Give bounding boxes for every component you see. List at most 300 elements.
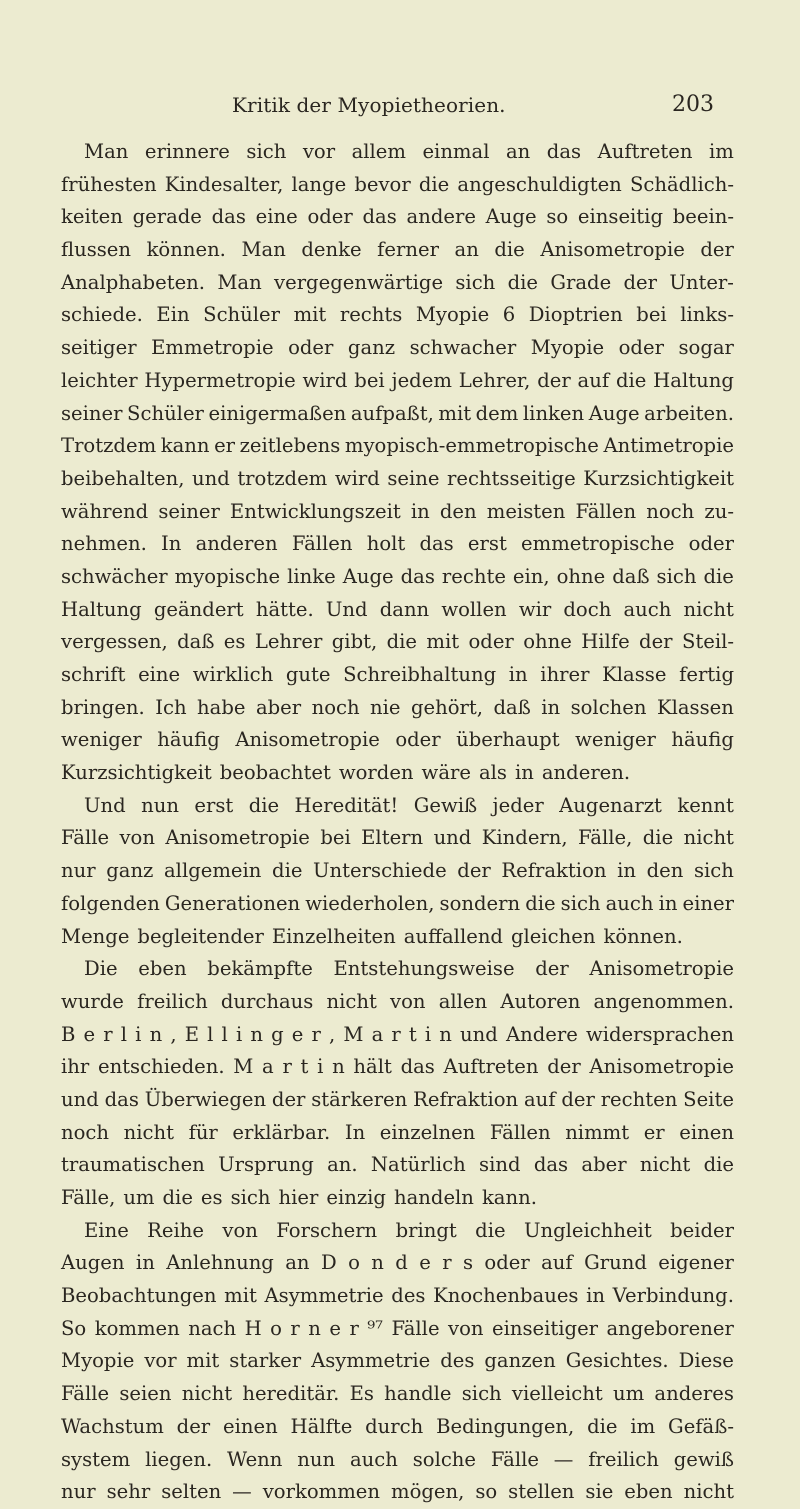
- word: oder: [484, 1251, 530, 1275]
- word: Refraktion: [501, 859, 607, 883]
- word: wirklich: [192, 663, 274, 686]
- word: handeln: [393, 1186, 474, 1209]
- word: e: [291, 1022, 304, 1046]
- word: r: [442, 1251, 452, 1275]
- word: emmetropische: [521, 532, 675, 556]
- word: weniger: [575, 728, 656, 752]
- text-line: [61, 1117, 734, 1150]
- word: Fälle,: [61, 1186, 116, 1209]
- word: an: [285, 1251, 310, 1275]
- word: ohne: [556, 564, 606, 588]
- word: lange: [291, 172, 347, 196]
- word: sich: [656, 564, 697, 588]
- text-line: [61, 430, 734, 463]
- word: Asymmetrie: [264, 1284, 384, 1308]
- word: Fälle,: [578, 826, 633, 850]
- text-line: [61, 1215, 734, 1248]
- word: weniger: [61, 728, 142, 752]
- word: so: [546, 205, 569, 229]
- word: stellen: [508, 1480, 575, 1504]
- word: der: [639, 630, 673, 654]
- word: mit: [293, 303, 327, 327]
- text-line: [61, 986, 734, 1019]
- word: die: [248, 793, 280, 817]
- word: keiten: [61, 205, 123, 229]
- word: der: [547, 1055, 581, 1079]
- word: mit: [186, 1349, 220, 1373]
- word: sich: [461, 1382, 502, 1406]
- word: die: [386, 630, 418, 654]
- word: Wenn: [227, 1447, 283, 1471]
- word: meisten: [486, 499, 566, 523]
- word: dem: [475, 401, 519, 425]
- text-line: [61, 234, 734, 267]
- word: solche: [412, 1447, 477, 1471]
- word: vor: [144, 1349, 177, 1373]
- word: wiederholen,: [305, 891, 435, 915]
- word: sie: [585, 1480, 614, 1504]
- word: können.: [603, 924, 683, 948]
- word: r: [311, 1022, 321, 1046]
- word: häufig: [671, 728, 734, 752]
- word: gerade: [132, 205, 202, 229]
- word: beobachtet: [219, 761, 331, 785]
- word: Schüler: [127, 401, 204, 425]
- word: der: [535, 957, 569, 981]
- text-line: [61, 1084, 734, 1117]
- word: arbeiten.: [644, 401, 734, 425]
- word: freilich: [588, 1447, 659, 1471]
- word: das: [362, 205, 397, 229]
- word: Analphabeten.: [61, 270, 206, 294]
- word: frühesten: [61, 172, 157, 196]
- word: Fälle: [61, 1382, 110, 1406]
- word: Autoren: [500, 989, 581, 1013]
- word: s: [462, 1251, 474, 1275]
- word: M: [233, 1055, 254, 1079]
- word: Entwicklungszeit: [229, 499, 401, 523]
- word: g: [271, 1022, 284, 1046]
- word: M: [343, 1022, 364, 1046]
- word: sind: [479, 1153, 521, 1177]
- word: E: [184, 1022, 199, 1046]
- word: Anisometropie: [589, 957, 734, 981]
- word: bekämpfte: [207, 957, 313, 981]
- word: widersprachen: [585, 1022, 734, 1046]
- word: die: [507, 270, 539, 294]
- word: Klassen: [656, 695, 734, 719]
- word: sogar: [678, 336, 734, 360]
- word: das: [104, 1087, 139, 1111]
- word: beein-: [672, 205, 734, 229]
- word: Und: [325, 597, 368, 621]
- word: Unterschiede: [313, 859, 447, 883]
- word: Forschern: [276, 1218, 378, 1242]
- word: nie: [370, 695, 401, 719]
- word: Kurzsichtigkeit: [583, 466, 734, 490]
- word: gewiß: [673, 1447, 734, 1471]
- text-line: [61, 626, 734, 659]
- word: Die: [84, 957, 118, 981]
- word: gibt,: [331, 630, 378, 654]
- word: n: [308, 1316, 321, 1340]
- word: des: [391, 1284, 426, 1308]
- word: einseitiger: [491, 1316, 599, 1340]
- word: der: [623, 270, 657, 294]
- word: H: [244, 1316, 262, 1340]
- word: Hypermetropie: [144, 368, 296, 392]
- word: doch: [563, 597, 612, 621]
- word: es: [223, 630, 246, 654]
- word: B: [61, 1022, 76, 1046]
- word: Diese: [678, 1349, 734, 1373]
- word: i: [135, 1022, 142, 1046]
- word: eine: [255, 205, 298, 229]
- word: hier: [278, 1186, 319, 1209]
- word: wird: [334, 466, 380, 490]
- word: bringt: [395, 1218, 457, 1242]
- word: ganzen: [484, 1349, 556, 1373]
- word: o: [270, 1316, 282, 1340]
- word: gleichen: [510, 924, 596, 948]
- text-line: [61, 299, 734, 332]
- word: beider: [670, 1218, 734, 1242]
- word: Man: [217, 270, 262, 294]
- word: Lehrer,: [458, 368, 531, 392]
- word: die: [642, 826, 674, 850]
- word: wäre: [421, 761, 471, 785]
- word: worden: [338, 761, 414, 785]
- word: sich: [560, 891, 601, 915]
- word: oder: [307, 205, 353, 229]
- word: Steil-: [681, 630, 734, 654]
- word: Fällen: [575, 499, 637, 523]
- word: starker: [229, 1349, 302, 1373]
- text-line: [61, 332, 734, 365]
- word: freilich: [137, 989, 208, 1013]
- word: Myopie: [415, 303, 490, 327]
- word: ohne: [523, 630, 572, 654]
- word: nimmt: [565, 1120, 630, 1144]
- word: kennt: [677, 793, 734, 817]
- word: die: [615, 368, 647, 392]
- word: nehmen.: [61, 532, 147, 556]
- word: rechten: [600, 1087, 678, 1111]
- word: Fällen: [291, 532, 353, 556]
- word: den: [646, 859, 684, 883]
- word: jedem: [391, 368, 452, 392]
- word: i: [235, 1022, 243, 1046]
- word: sich: [246, 140, 287, 163]
- word: Auge: [485, 205, 537, 229]
- word: Auftreten: [597, 140, 693, 163]
- word: Knochenbaues: [433, 1284, 579, 1308]
- word: r: [282, 1055, 292, 1079]
- word: Generationen: [164, 891, 301, 915]
- word: auch: [605, 891, 654, 915]
- word: an.: [327, 1153, 358, 1177]
- word: Hilfe: [581, 630, 630, 654]
- word: r: [349, 1316, 359, 1340]
- word: während: [61, 499, 149, 523]
- word: ganz: [347, 336, 396, 360]
- word: Ich: [155, 695, 187, 719]
- word: geändert: [153, 597, 244, 621]
- word: in: [514, 761, 534, 785]
- word: leichter: [61, 368, 138, 392]
- word: überhaupt: [456, 728, 560, 752]
- word: o: [348, 1251, 360, 1275]
- word: erst: [467, 532, 507, 556]
- word: andere: [406, 205, 476, 229]
- text-line: [61, 1051, 734, 1084]
- word: und: [460, 1022, 498, 1046]
- word: von: [448, 1316, 484, 1340]
- word: entschieden.: [97, 1055, 225, 1079]
- word: r: [290, 1316, 300, 1340]
- word: Und: [84, 793, 126, 817]
- word: wird: [302, 368, 348, 392]
- word: Es: [349, 1382, 374, 1406]
- word: einigermaßen: [208, 401, 347, 425]
- word: der: [271, 1087, 306, 1111]
- word: zu-: [704, 499, 734, 523]
- word: Asymmetrie: [311, 1349, 431, 1373]
- word: ihrer: [540, 663, 590, 686]
- word: denke: [301, 238, 362, 262]
- word: im: [630, 1414, 656, 1438]
- word: von: [222, 1218, 258, 1242]
- word: das: [419, 532, 454, 556]
- word: die: [418, 172, 450, 196]
- word: Fälle: [490, 1447, 539, 1471]
- word: die: [272, 859, 303, 883]
- word: es: [200, 1186, 223, 1209]
- word: l: [221, 1022, 228, 1046]
- word: Kindern,: [481, 826, 568, 850]
- word: mögen,: [390, 1480, 465, 1504]
- word: in: [410, 499, 430, 523]
- word: einzelnen: [379, 1120, 476, 1144]
- word: Myopie: [61, 1349, 135, 1373]
- word: noch: [61, 1120, 110, 1144]
- word: allgemein: [164, 859, 262, 883]
- word: ihr: [61, 1055, 90, 1079]
- word: Man: [84, 140, 129, 163]
- word: Myopie: [530, 336, 605, 360]
- word: der: [700, 238, 734, 262]
- word: schwacher: [409, 336, 517, 360]
- word: Menge: [61, 924, 130, 948]
- text-line: [61, 201, 734, 234]
- word: vergessen,: [61, 630, 168, 654]
- word: nicht: [683, 826, 734, 850]
- word: eben: [624, 1480, 673, 1504]
- word: auch: [349, 1447, 398, 1471]
- text-line: [61, 822, 734, 855]
- word: nun: [141, 793, 179, 817]
- word: aber: [581, 1153, 627, 1177]
- word: in: [541, 695, 561, 719]
- text-line: [61, 1313, 734, 1346]
- text-line: [61, 1411, 734, 1444]
- word: sich: [693, 859, 734, 883]
- word: das: [546, 140, 582, 163]
- word: seiner: [158, 499, 220, 523]
- word: die: [525, 891, 556, 915]
- word: d: [395, 1251, 408, 1275]
- word: Dioptrien: [528, 303, 623, 327]
- text-line: [61, 136, 734, 169]
- word: Antimetropie: [603, 434, 734, 458]
- text-line: [61, 528, 734, 561]
- word: aufpaßt,: [350, 401, 434, 425]
- word: der: [176, 1414, 211, 1438]
- word: daß: [177, 630, 215, 654]
- text-line: [61, 1182, 734, 1215]
- word: einzig: [326, 1186, 386, 1209]
- word: ein,: [512, 564, 550, 588]
- word: rechte: [441, 564, 506, 588]
- word: noch: [311, 695, 360, 719]
- word: linken: [522, 401, 585, 425]
- word: und: [433, 826, 472, 850]
- word: ,: [329, 1022, 336, 1046]
- word: einer: [682, 891, 734, 915]
- word: angenommen.: [593, 989, 734, 1013]
- word: Fälle: [61, 826, 110, 850]
- word: begleitender: [137, 924, 264, 948]
- body-text: [61, 136, 734, 1509]
- word: er: [214, 434, 236, 458]
- word: nicht: [181, 1382, 233, 1406]
- word: seien: [119, 1382, 172, 1406]
- text-line: [61, 724, 734, 757]
- word: Fällen: [489, 1120, 551, 1144]
- word: häufig: [157, 728, 220, 752]
- word: eigener: [658, 1251, 734, 1275]
- word: nun: [297, 1447, 336, 1471]
- word: die: [703, 564, 734, 588]
- word: liegen.: [145, 1447, 213, 1471]
- word: von: [390, 989, 426, 1013]
- word: der: [537, 368, 571, 392]
- word: vielleicht: [511, 1382, 603, 1406]
- text-line: [61, 757, 734, 790]
- word: Fälle: [391, 1316, 440, 1340]
- word: vorkommen: [262, 1480, 381, 1504]
- word: in: [658, 891, 678, 915]
- word: Grund: [584, 1251, 647, 1275]
- word: Trotzdem: [61, 434, 157, 458]
- word: holt: [366, 532, 406, 556]
- word: die: [703, 1153, 734, 1177]
- word: aber: [255, 695, 302, 719]
- word: wurde: [61, 989, 124, 1013]
- word: Augenarzt: [559, 793, 662, 817]
- word: D: [320, 1251, 337, 1275]
- word: links-: [680, 303, 734, 327]
- word: Reihe: [147, 1218, 205, 1242]
- word: auf: [577, 368, 610, 392]
- word: trotzdem: [237, 466, 328, 490]
- word: nicht: [123, 1120, 174, 1144]
- word: Einzelheiten: [271, 924, 396, 948]
- word: e: [419, 1251, 431, 1275]
- word: in: [586, 1284, 606, 1308]
- word: von: [119, 826, 155, 850]
- word: n: [149, 1022, 163, 1046]
- word: Emmetropie: [151, 336, 274, 360]
- word: das: [211, 205, 246, 229]
- word: myopische: [174, 564, 281, 588]
- word: kommen: [94, 1316, 180, 1340]
- word: Auge: [588, 401, 640, 425]
- text-line: [61, 1019, 734, 1052]
- word: oder: [618, 336, 664, 360]
- word: l: [207, 1022, 214, 1046]
- word: für: [188, 1120, 218, 1144]
- word: Überwiegen: [144, 1087, 267, 1111]
- word: In: [161, 532, 182, 556]
- word: Bedingungen,: [436, 1414, 575, 1438]
- word: seiner: [61, 401, 123, 425]
- word: sondern: [439, 891, 521, 915]
- text-line: [61, 921, 734, 954]
- text-line: [61, 561, 734, 594]
- word: e: [83, 1022, 96, 1046]
- word: Anisometropie: [235, 728, 380, 752]
- word: der: [457, 859, 491, 883]
- word: und: [61, 1087, 99, 1111]
- word: auffallend: [403, 924, 503, 948]
- word: nur: [61, 859, 96, 883]
- word: Gesichtes.: [565, 1349, 669, 1373]
- word: r: [103, 1022, 113, 1046]
- word: Klasse: [602, 663, 667, 686]
- word: erklärbar.: [232, 1120, 331, 1144]
- word: einen: [679, 1120, 734, 1144]
- word: schiede.: [61, 303, 143, 327]
- word: der: [561, 1087, 595, 1111]
- word: system: [61, 1447, 131, 1471]
- word: Auge: [342, 564, 394, 588]
- word: anderes: [654, 1382, 734, 1406]
- word: handle: [384, 1382, 452, 1406]
- word: fertig: [679, 663, 734, 686]
- word: Anlehnung: [166, 1251, 274, 1275]
- word: schrift: [61, 663, 126, 686]
- word: ganz: [106, 859, 154, 883]
- word: auf: [523, 1087, 556, 1111]
- word: l: [120, 1022, 128, 1046]
- word: e: [329, 1316, 341, 1340]
- word: Lehrer: [254, 630, 323, 654]
- text-line: [61, 1444, 734, 1477]
- word: kann.: [481, 1186, 537, 1209]
- word: Eltern: [361, 826, 424, 850]
- word: angeschuldigten: [457, 172, 622, 196]
- word: Kindesalter,: [164, 172, 284, 196]
- word: Gefäß-: [668, 1414, 734, 1438]
- word: nicht: [639, 1153, 691, 1177]
- word: habe: [197, 695, 246, 719]
- word: Auftreten: [443, 1055, 539, 1079]
- word: Man: [241, 238, 286, 262]
- word: n: [371, 1251, 384, 1275]
- word: Andere: [505, 1022, 578, 1046]
- text-line: [61, 855, 734, 888]
